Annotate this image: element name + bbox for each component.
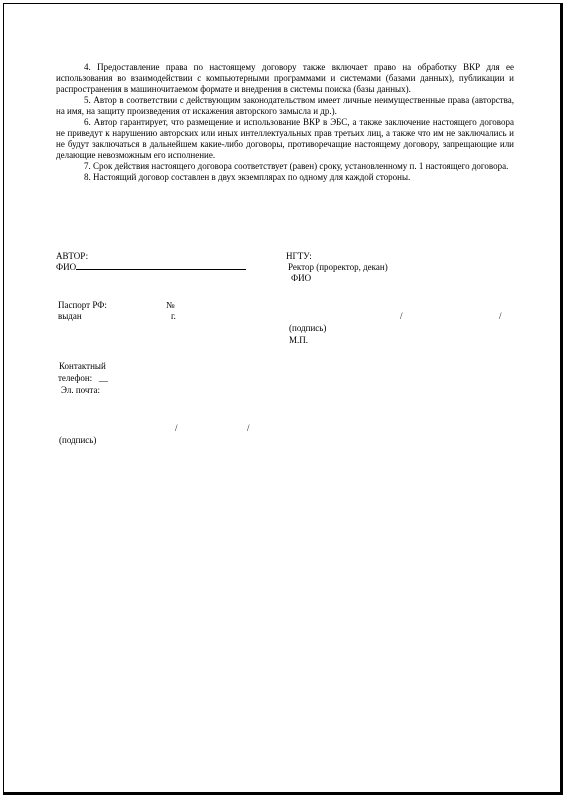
document-page (3, 3, 563, 795)
author-signature-slash-1: / (175, 423, 178, 433)
author-issued-label: выдан (58, 311, 82, 321)
author-signature-caption: (подпись) (59, 435, 97, 445)
author-heading: АВТОР: (56, 251, 89, 261)
contract-clauses (56, 62, 514, 183)
university-signatory: Ректор (проректор, декан) (288, 262, 388, 272)
university-heading: НГТУ: (286, 251, 312, 261)
clause-5: 5. Автор в соответствии с действующим законодательством имеет личные неимущественные права (авторства, на имя, на защиту произведения от искажения авторского замысла и др.). (56, 95, 514, 116)
clause-6: 6. Автор гарантирует, что размещение и использование ВКР в ЭБС, а также заключение настоящего договора не приведут к нарушению авторских или иных интеллектуальных прав третьих лиц, а также что им не заключались и не будут заключаться в дальнейшем какие-либо договоры, противоречащие настоящему договору, запрещающие или делающие невозможным его исполнение. (56, 117, 514, 160)
clause-8: 8. Настоящий договор составлен в двух экземплярах по одному для каждой стороны. (84, 172, 411, 182)
author-phone-row (58, 373, 108, 384)
author-signature-slash-2: / (247, 423, 250, 433)
clause-7: 7. Срок действия настоящего договора соответствует (равен) сроку, установленному п. 1 настоящего договора. (84, 161, 509, 171)
author-fio-label: ФИО (56, 262, 77, 272)
university-seal-mark: М.П. (289, 335, 309, 345)
university-signature-slash-1: / (400, 311, 403, 321)
author-contact-label: Контактный (59, 361, 106, 371)
university-signature-caption: (подпись) (289, 323, 327, 333)
university-signature-slash-2: / (499, 311, 502, 321)
author-fio-row (56, 262, 246, 273)
author-phone-blank: __ (98, 373, 108, 383)
author-fio-line (76, 269, 246, 270)
author-passport-label: Паспорт РФ: (58, 300, 107, 310)
author-email-label: Эл. почта: (61, 385, 100, 395)
university-fio-label: ФИО (291, 273, 312, 283)
clause-4: 4. Предоставление права по настоящему договору также включает право на обработку ВКР для ее использования во взаимодействии с компьютерными программами и системами (базами данных), публикации и распространения в машиночитаемом формате и внедрения в системы поиска (базы данных). (56, 62, 514, 94)
author-issued-year: г. (171, 311, 176, 321)
author-phone-label: телефон: (58, 373, 93, 383)
author-passport-number-sign: № (166, 300, 175, 310)
